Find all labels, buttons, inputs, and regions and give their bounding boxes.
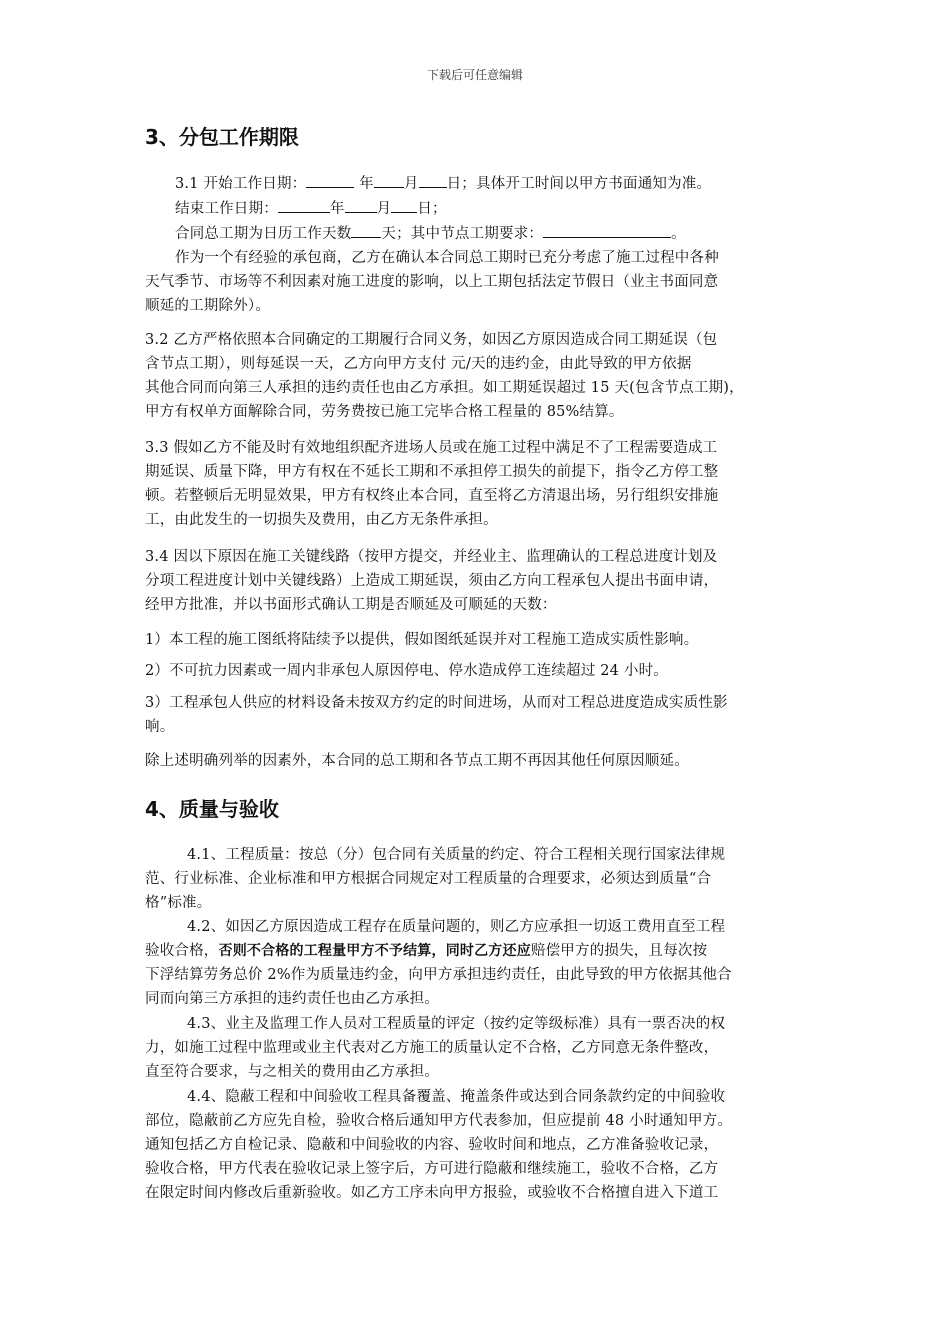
text-line: 期延误、质量下降，甲方有权在不延长工期和不承担停工损失的前提下，指令乙方停工整 <box>145 464 719 480</box>
clause-3-1 <box>145 171 810 318</box>
day-label: 日； <box>417 201 447 217</box>
text-line: 下浮结算劳务总价 2%作为质量违约金，向甲方承担违约责任，由此导致的甲方依据其他合 <box>145 967 732 983</box>
clause-4-4 <box>145 1085 810 1205</box>
text-line: 部位，隐蔽前乙方应先自检，验收合格后通知甲方代表参加，但应提前 48 小时通知甲方。 <box>145 1113 733 1129</box>
end-day-blank <box>391 196 417 213</box>
node-period-label: 天；其中节点工期要求： <box>381 226 544 242</box>
total-period-label: 合同总工期为日历工作天数 <box>175 226 352 242</box>
text-line: 4.1、工程质量：按总（分）包合同有关质量的约定、符合工程相关现行国家法律规 <box>187 847 726 863</box>
text-line: 3.3 假如乙方不能及时有效地组织配齐进场人员或在施工过程中满足不了工程需要造成工 <box>145 440 718 456</box>
year-label: 年 <box>329 201 345 217</box>
section-3-title: 3、分包工作期限 <box>145 125 299 149</box>
start-date-note: 日；具体开工时间以甲方书面通知为准。 <box>446 176 712 192</box>
list-item-1 <box>145 628 810 652</box>
text-line: 2）不可抗力因素或一周内非承包人原因停电、停水造成停工连续超过 24 小时。 <box>145 663 668 679</box>
text-line: 4.3、业主及监理工作人员对工程质量的评定（按约定等级标准）具有一票否决的权 <box>187 1016 726 1032</box>
clause-4-3 <box>145 1012 810 1084</box>
text-line: 含节点工期），则每延误一天，乙方向甲方支付 元/天的违约金，由此导致的甲方依据 <box>145 356 692 372</box>
text-segment: 验收合格， <box>145 943 219 959</box>
text-line: 甲方有权单方面解除合同，劳务费按已施工完毕合格工程量的 85%结算。 <box>145 404 624 420</box>
total-days-blank <box>351 221 381 238</box>
clause-3-3 <box>145 436 810 532</box>
text-line: 顿。若整顿后无明显效果，甲方有权终止本合同，直至将乙方清退出场，另行组织安排施 <box>145 488 719 504</box>
text-line: 直至符合要求，与之相关的费用由乙方承担。 <box>145 1064 439 1080</box>
clause-4-2 <box>145 915 810 1011</box>
text-line: 天气季节、市场等不利因素对施工进度的影响，以上工期包括法定节假日（业主书面同意 <box>145 274 719 290</box>
closing-statement <box>145 749 810 773</box>
end-date-line <box>145 196 810 221</box>
text-line: 除上述明确列举的因素外，本合同的总工期和各节点工期不再因其他任何原因顺延。 <box>145 753 689 769</box>
text-line: 验收合格，甲方代表在验收记录上签字后，方可进行隐蔽和继续施工，验收不合格，乙方 <box>145 1161 719 1177</box>
start-year-blank <box>306 171 354 188</box>
text-line: 在限定时间内修改后重新验收。如乙方工序未向甲方报验，或验收不合格擅自进入下道工 <box>145 1185 719 1201</box>
text-line: 4.4、隐蔽工程和中间验收工程具备覆盖、掩盖条件或达到合同条款约定的中间验收 <box>187 1089 726 1105</box>
text-line: 3.4 因以下原因在施工关键线路（按甲方提交，并经业主、监理确认的工程总进度计划及 <box>145 549 718 565</box>
text-line: 通知包括乙方自检记录、隐蔽和中间验收的内容、验收时间和地点，乙方准备验收记录， <box>145 1137 719 1153</box>
text-line: 顺延的工期除外）。 <box>145 298 271 314</box>
text-line: 力，如施工过程中监理或业主代表对乙方施工的质量认定不合格，乙方同意无条件整改， <box>145 1040 719 1056</box>
list-item-2 <box>145 659 810 683</box>
clause-3-2 <box>145 328 810 424</box>
end-year-blank <box>278 196 330 213</box>
clause-3-4 <box>145 545 810 617</box>
text-line: 3）工程承包人供应的材料设备未按双方约定的时间进场，从而对工程总进度造成实质性影 <box>145 695 728 711</box>
period-mark: 。 <box>671 226 686 242</box>
text-line: 1）本工程的施工图纸将陆续予以提供，假如图纸延误并对工程施工造成实质性影响。 <box>145 632 699 648</box>
node-period-blank <box>543 221 671 238</box>
list-item-3 <box>145 691 810 739</box>
clause-4-1 <box>145 843 810 915</box>
text-line: 分项工程进度计划中关键线路）上造成工期延误，须由乙方向工程承包人提出书面申请， <box>145 573 719 589</box>
text-line: 响。 <box>145 719 175 735</box>
month-label: 月 <box>376 201 392 217</box>
text-line: 工，由此发生的一切损失及费用，由乙方无条件承担。 <box>145 512 498 528</box>
text-line: 3.2 乙方严格依照本合同确定的工期履行合同义务，如因乙方原因造成合同工期延误（包 <box>145 332 718 348</box>
text-line: 格”标准。 <box>145 895 212 911</box>
text-segment: 赔偿甲方的损失，且每次按 <box>530 943 708 959</box>
text-line: 范、行业标准、企业标准和甲方根据合同规定对工程质量的合理要求，必须达到质量“合 <box>145 871 712 887</box>
text-line: 其他合同而向第三人承担的违约责任也由乙方承担。如工期延误超过 15 天(包含节点工期)， <box>145 380 744 396</box>
bold-text: 否则不合格的工程量甲方不予结算，同时乙方还应 <box>218 943 531 959</box>
end-date-label: 结束工作日期： <box>175 201 278 217</box>
text-line: 4.2、如因乙方原因造成工程存在质量问题的，则乙方应承担一切返工费用直至工程 <box>187 919 726 935</box>
section-4-title: 4、质量与验收 <box>145 797 279 821</box>
header-note: 下载后可任意编辑 <box>426 68 523 82</box>
year-label: 年 <box>354 176 374 192</box>
month-label: 月 <box>403 176 419 192</box>
start-day-blank <box>419 171 447 188</box>
text-line <box>145 939 810 963</box>
total-period-line <box>145 221 810 246</box>
end-month-blank <box>345 196 377 213</box>
text-line: 同而向第三方承担的违约责任也由乙方承担。 <box>145 991 439 1007</box>
start-date-label: 3.1 开始工作日期： <box>175 176 307 192</box>
text-line: 经甲方批准，并以书面形式确认工期是否顺延及可顺延的天数： <box>145 597 557 613</box>
start-date-line <box>145 171 810 196</box>
text-line: 作为一个有经验的承包商，乙方在确认本合同总工期时已充分考虑了施工过程中各种 <box>175 250 719 266</box>
start-month-blank <box>374 171 404 188</box>
